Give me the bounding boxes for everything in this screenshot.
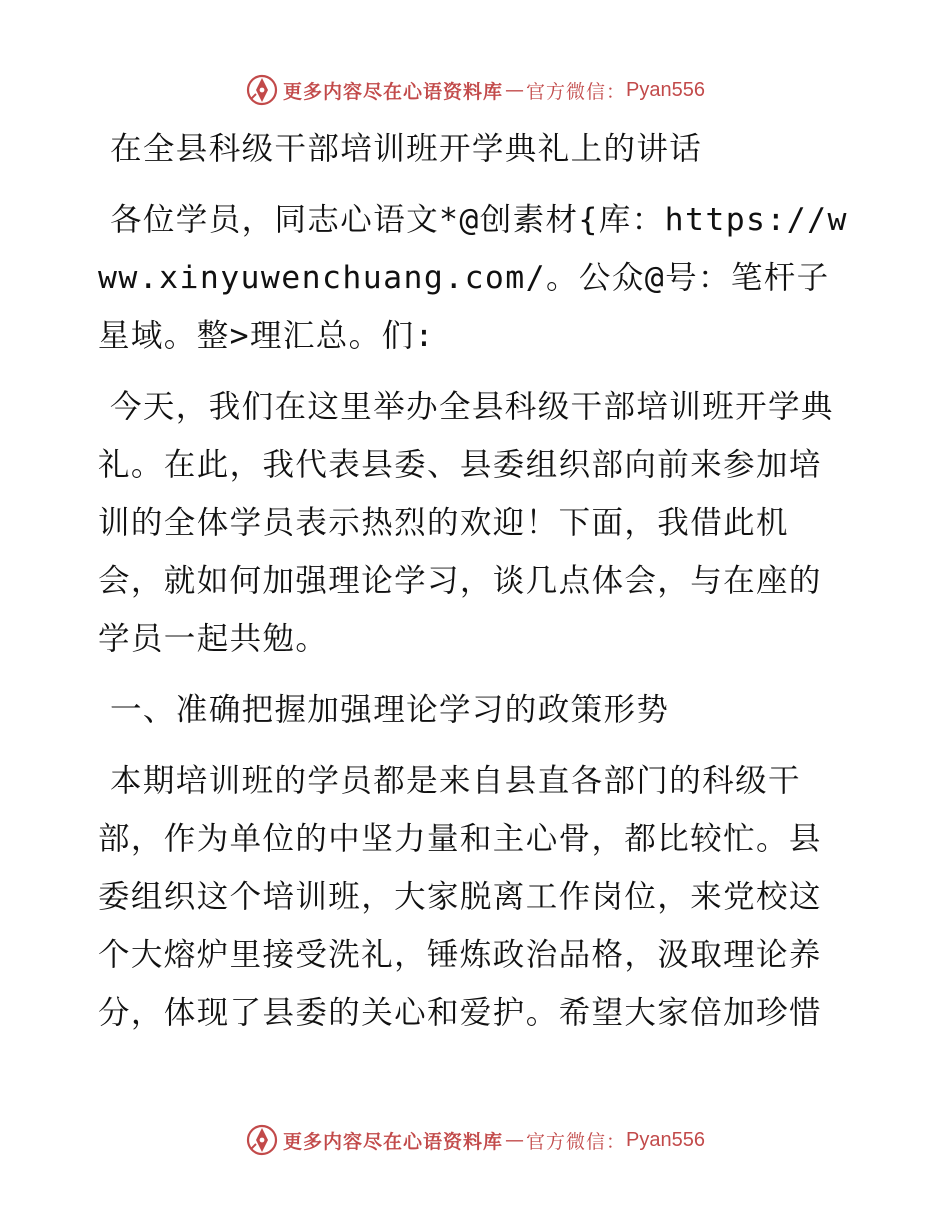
paragraph-1: 今天，我们在这里举办全县科级干部培训班开学典礼。在此，我代表县委、县委组织部向前来参加培训的全体学员表示热烈的欢迎！下面，我借此机会，就如何加强理论学习，谈几点体会，与在座的学员一起共勉。	[98, 389, 834, 657]
banner-separator: —	[505, 1129, 525, 1151]
banner-brand-text: 更多内容尽在心语资料库	[283, 80, 504, 103]
pen-nib-circle-icon	[245, 73, 279, 107]
banner-official-label: 官方微信：	[526, 80, 627, 103]
banner-wechat-id: Pyan556	[626, 1128, 705, 1151]
footer-banner	[0, 1120, 950, 1160]
greeting-paragraph: 各位学员，同志心语文*@创素材{库：https://www.xinyuwenchuang.com/。公众@号：笔杆子星域。整>理汇总。们:	[98, 202, 848, 354]
paragraph-2: 本期培训班的学员都是来自县直各部门的科级干部，作为单位的中坚力量和主心骨，都比较忙。县委组织这个培训班，大家脱离工作岗位，来党校这个大熔炉里接受洗礼，锤炼政治品格，汲取理论养分，体现了县委的关心和爱护。希望大家倍加珍惜	[98, 763, 822, 1031]
document-title: 在全县科级干部培训班开学典礼上的讲话	[110, 131, 703, 167]
section-heading-1: 一、准确把握加强理论学习的政策形势	[110, 692, 670, 728]
document-body	[98, 120, 850, 1055]
banner-wechat-id: Pyan556	[626, 78, 705, 101]
pen-nib-circle-icon	[245, 1123, 279, 1157]
banner-brand-text: 更多内容尽在心语资料库	[283, 1130, 504, 1153]
banner-separator: —	[505, 79, 525, 101]
banner-official-label: 官方微信：	[526, 1130, 627, 1153]
header-banner	[0, 70, 950, 110]
